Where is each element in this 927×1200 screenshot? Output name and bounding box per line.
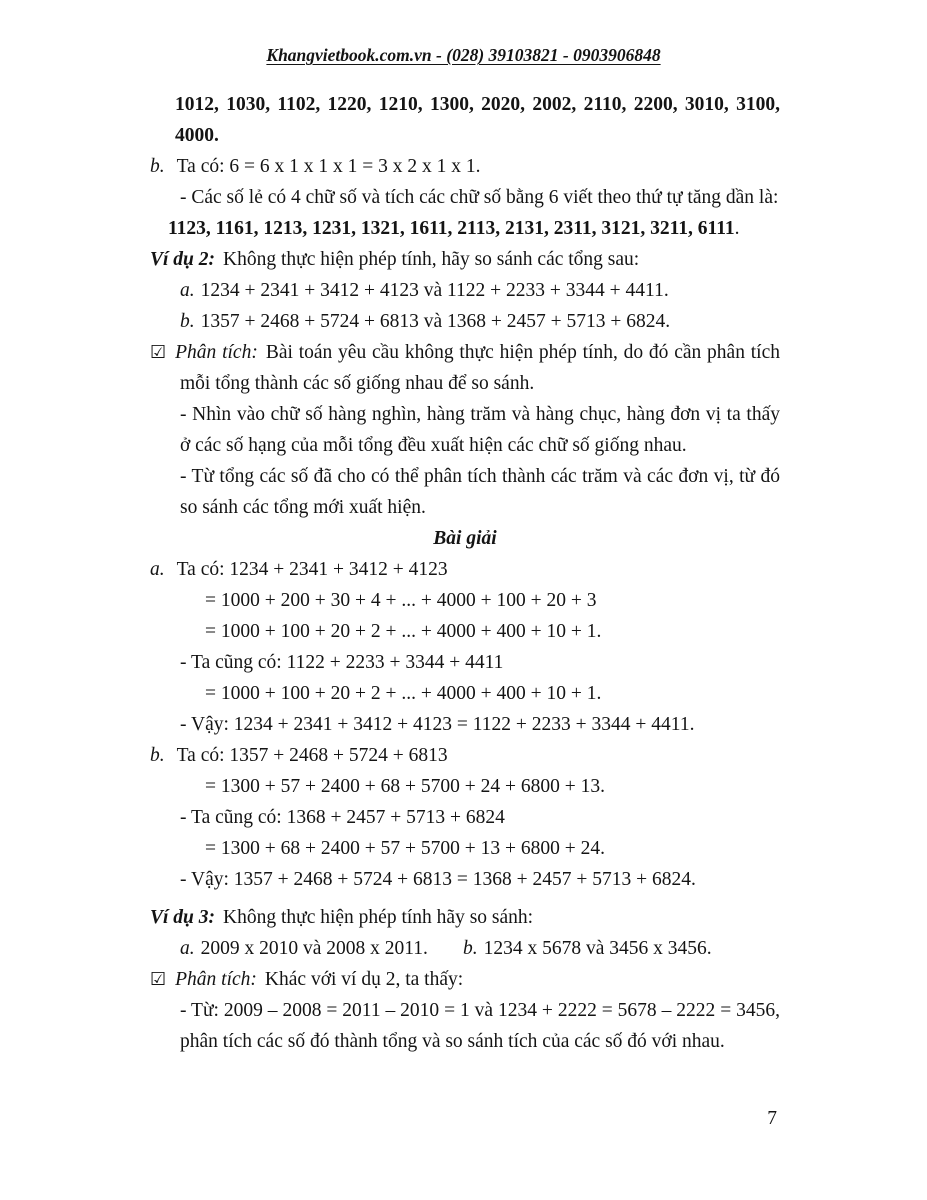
solution-b-text: Ta có: 1357 + 2468 + 5724 + 6813	[176, 745, 448, 766]
analysis3-note: - Từ: 2009 – 2008 = 2011 – 2010 = 1 và 1234 + 2222 = 5678 – 2222 = 3456, phân tích các số đó thành tổng và so sánh tích của các số đó với nhau.	[180, 1000, 780, 1052]
example3-heading	[150, 902, 780, 933]
item-b-text: Ta có: 6 = 6 x 1 x 1 x 1 = 3 x 2 x 1 x 1.	[176, 156, 481, 177]
solution-b-also: - Ta cũng có: 1368 + 2457 + 5713 + 6824	[180, 807, 505, 828]
solution-a-eq-3: = 1000 + 100 + 20 + 2 + ... + 4000 + 400 + 10 + 1.	[205, 683, 602, 704]
solution-a-heading	[150, 554, 780, 585]
example3-text: Không thực hiện phép tính hãy so sánh:	[223, 907, 534, 928]
page-content	[150, 89, 780, 1057]
checked-checkbox-icon: ☑	[150, 342, 167, 363]
answer-list-odd	[150, 213, 780, 244]
analysis2-text: Bài toán yêu cầu không thực hiện phép tính, do đó cần phân tích mỗi tổng thành các số giống nhau để so sánh.	[180, 342, 780, 394]
checked-checkbox-icon: ☑	[150, 969, 167, 990]
solution-title: Bài giải	[433, 528, 497, 549]
analysis2-note-2: - Từ tổng các số đã cho có thể phân tích thành các trăm và các đơn vị, từ đó so sánh các tổng mới xuất hiện.	[180, 466, 780, 518]
example2-item-b-text: 1357 + 2468 + 5724 + 6813 và 1368 + 2457 + 5713 + 6824.	[200, 311, 671, 332]
solution-a-eq-1: = 1000 + 200 + 30 + 4 + ... + 4000 + 100 + 20 + 3	[205, 590, 597, 611]
example3-item-b-text: 1234 x 5678 và 3456 x 3456.	[483, 938, 712, 959]
solution-a-also: - Ta cũng có: 1122 + 2233 + 3344 + 4411	[180, 652, 504, 673]
page-number: 7	[767, 1108, 777, 1129]
example3-item-a-text: 2009 x 2010 và 2008 x 2011.	[200, 938, 428, 959]
analysis3-paragraph	[150, 964, 780, 995]
analysis3-text: Khác với ví dụ 2, ta thấy:	[264, 969, 464, 990]
example3-label: Ví dụ 3:	[150, 907, 216, 928]
solution-b-eq-1: = 1300 + 57 + 2400 + 68 + 5700 + 24 + 6800 + 13.	[205, 776, 605, 797]
analysis2-label: Phân tích:	[175, 342, 258, 363]
note-odd-numbers: - Các số lẻ có 4 chữ số và tích các chữ số bằng 6 viết theo thứ tự tăng dần là:	[180, 187, 779, 208]
analysis2-note-1: - Nhìn vào chữ số hàng nghìn, hàng trăm và hàng chục, hàng đơn vị ta thấy ở các số hạng của mỗi tổng đều xuất hiện các chữ số giống nhau.	[180, 404, 780, 456]
example2-item-a-text: 1234 + 2341 + 3412 + 4123 và 1122 + 2233 + 3344 + 4411.	[200, 280, 669, 301]
example3-item-a-label: a.	[180, 938, 195, 959]
solution-a-text: Ta có: 1234 + 2341 + 3412 + 4123	[176, 559, 448, 580]
example2-item-b-label: b.	[180, 311, 195, 332]
example2-item-a	[150, 275, 780, 306]
header-website-info: Khangvietbook.com.vn - (028) 39103821 - 0903906848	[266, 45, 661, 65]
answer-list-odd-numbers: 1123, 1161, 1213, 1231, 1321, 1611, 2113, 2131, 2311, 3121, 3211, 6111	[168, 218, 735, 239]
example3-item-b-label: b.	[462, 938, 478, 959]
item-b-line	[150, 151, 780, 182]
solution-a-label: a.	[150, 559, 165, 580]
analysis3-label: Phân tích:	[175, 969, 257, 990]
example2-item-a-label: a.	[180, 280, 195, 301]
example3-items	[150, 933, 780, 964]
example2-text: Không thực hiện phép tính, hãy so sánh các tổng sau:	[223, 249, 640, 270]
answer-list-odd-tail: .	[734, 218, 740, 239]
solution-b-heading	[150, 740, 780, 771]
solution-b-label: b.	[150, 745, 165, 766]
answer-list-even: 1012, 1030, 1102, 1220, 1210, 1300, 2020, 2002, 2110, 2200, 3010, 3100, 4000.	[175, 94, 780, 146]
example2-label: Ví dụ 2:	[150, 249, 216, 270]
analysis2-paragraph	[150, 337, 780, 399]
solution-a-eq-2: = 1000 + 100 + 20 + 2 + ... + 4000 + 400 + 10 + 1.	[205, 621, 602, 642]
example2-heading	[150, 244, 780, 275]
page-header	[0, 0, 927, 66]
item-b-label: b.	[150, 156, 165, 177]
solution-b-eq-2: = 1300 + 68 + 2400 + 57 + 5700 + 13 + 6800 + 24.	[205, 838, 605, 859]
example2-item-b	[150, 306, 780, 337]
solution-a-conclusion: - Vậy: 1234 + 2341 + 3412 + 4123 = 1122 + 2233 + 3344 + 4411.	[180, 714, 695, 735]
solution-b-conclusion: - Vậy: 1357 + 2468 + 5724 + 6813 = 1368 + 2457 + 5713 + 6824.	[180, 869, 696, 890]
